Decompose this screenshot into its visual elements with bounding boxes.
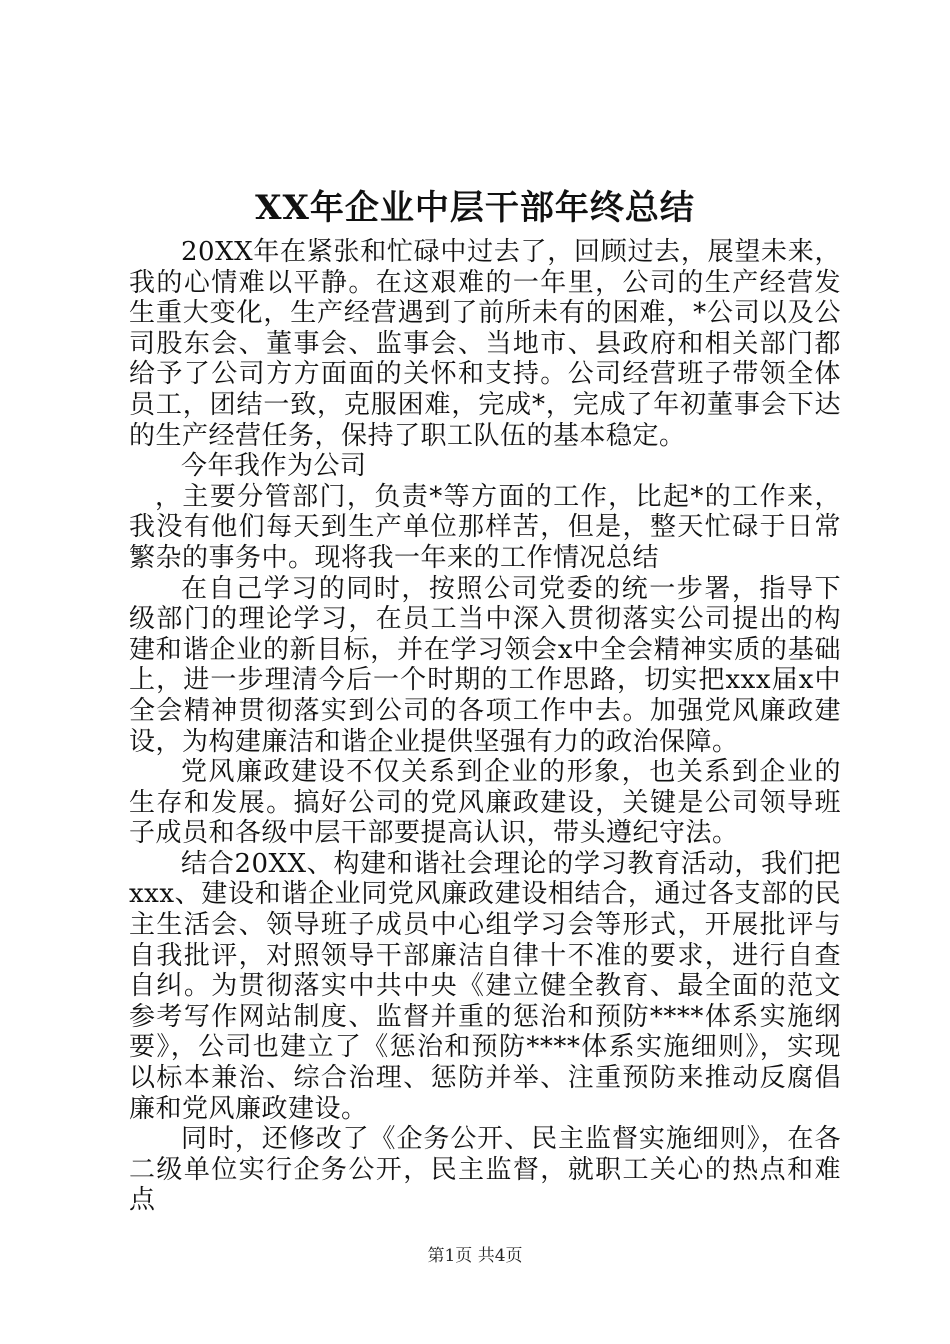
paragraph-study: 在自己学习的同时，按照公司党委的统一步署，指导下级部门的理论学习，在员工当中深入贯彻落实公司提出的构建和谐企业的新目标，并在学习领会x中全会精神实质的基础上，进一步理清今后一个时期的工作思路，切实把xxx届x中全会精神贯彻落实到公司的各项工作中去。加强党风廉政建设，为构建廉洁和谐企业提供坚强有力的政治保障。 — [129, 573, 841, 757]
paragraph-role: 今年我作为公司 — [181, 451, 367, 482]
paragraph-disclosure: 同时，还修改了《企务公开、民主监督实施细则》，在各二级单位实行企务公开，民主监督，就职工关心的热点和难点 — [129, 1124, 841, 1216]
page-footer: 第1页 共4页 — [427, 1246, 523, 1266]
paragraph-intro: 20XX年在紧张和忙碌中过去了，回顾过去，展望未来，我的心情难以平静。在这艰难的一年里，公司的生产经营发生重大变化，生产经营遇到了前所未有的困难，*公司以及公司股东会、董事会、监事会、当地市、县政府和相关部门都给予了公司方方面面的关怀和支持。公司经营班子带领全体员工，团结一致，克服困难，完成*，完成了年初董事会下达的生产经营任务，保持了职工队伍的基本稳定。 — [129, 237, 841, 451]
paragraph-integrity: 党风廉政建设不仅关系到企业的形象，也关系到企业的生存和发展。搞好公司的党风廉政建设，关键是公司领导班子成员和各级中层干部要提高认识，带头遵纪守法。 — [129, 757, 841, 849]
document-body — [129, 237, 841, 1216]
paragraph-combine: 结合20XX、构建和谐社会理论的学习教育活动，我们把xxx、建设和谐企业同党风廉政建设相结合，通过各支部的民主生活会、领导班子成员中心组学习会等形式，开展批评与自我批评，对照领导干部廉洁自律十不准的要求，进行自查自纠。为贯彻落实中共中央《建立健全教育、最全面的范文参考写作网站制度、监督并重的惩治和预防****体系实施纲要》，公司也建立了《惩治和预防****体系实施细则》，实现以标本兼治、综合治理、惩防并举、注重预防来推动反腐倡廉和党风廉政建设。 — [129, 848, 841, 1124]
document-title: XX年企业中层干部年终总结 — [255, 188, 695, 228]
paragraph-duties: ，主要分管部门，负责*等方面的工作，比起*的工作来，我没有他们每天到生产单位那样苦，但是，整天忙碌于日常繁杂的事务中。现将我一年来的工作情况总结 — [129, 481, 841, 573]
